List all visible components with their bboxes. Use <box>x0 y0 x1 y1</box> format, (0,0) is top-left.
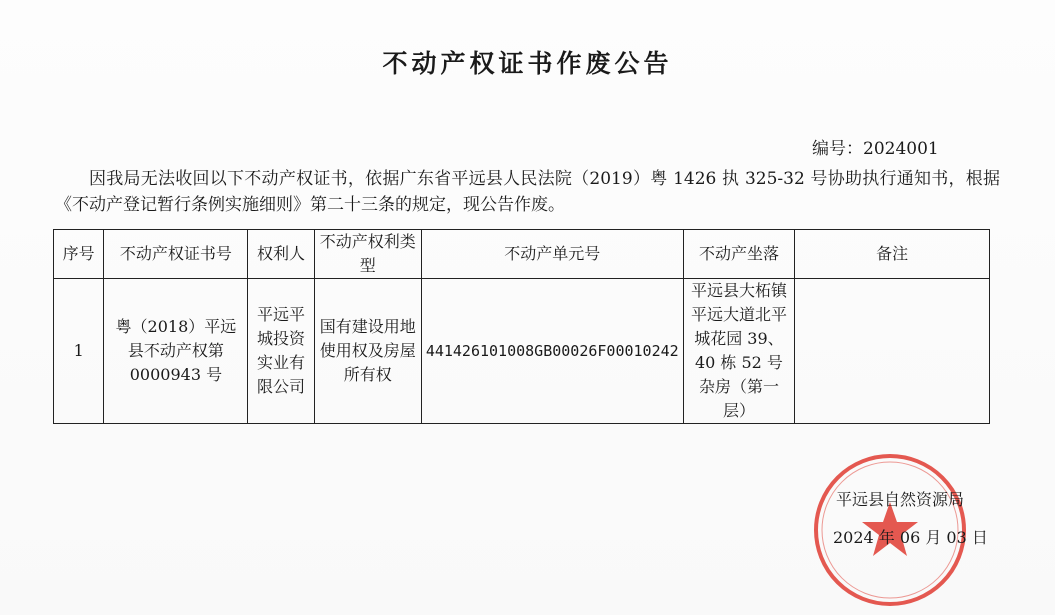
cell-cert-no: 粤（2018）平远县不动产权第0000943 号 <box>104 279 248 424</box>
header-remark: 备注 <box>795 230 990 279</box>
header-cert-no: 不动产权证书号 <box>104 230 248 279</box>
header-owner: 权利人 <box>248 230 314 279</box>
header-right-type: 不动产权利类型 <box>314 230 421 279</box>
notice-body-paragraph: 因我局无法收回以下不动产权证书，依据广东省平远县人民法院（2019）粤 1426 执 325-32 号协助执行通知书，根据《不动产登记暂行条例实施细则》第二十三条的规定，现公告作废。 <box>55 169 1000 215</box>
cell-seq: 1 <box>54 279 104 424</box>
header-location: 不动产坐落 <box>683 230 795 279</box>
table-header-row <box>54 230 990 279</box>
cell-remark <box>795 279 990 424</box>
document-title: 不动产权证书作废公告 <box>382 49 673 78</box>
cell-right-type: 国有建设用地使用权及房屋所有权 <box>314 279 421 424</box>
cell-unit-no: 441426101008GB00026F00010242 <box>421 279 683 424</box>
issue-date: 2024 年 06 月 03 日 <box>833 528 988 547</box>
header-seq: 序号 <box>54 230 104 279</box>
issuer-name: 平远县自然资源局 <box>836 490 965 509</box>
cell-owner: 平远平城投资实业有限公司 <box>248 279 314 424</box>
header-unit-no: 不动产单元号 <box>421 230 683 279</box>
document-number: 编号：2024001 <box>812 139 939 159</box>
certificate-table <box>53 229 990 424</box>
table-row <box>54 279 990 424</box>
cell-location: 平远县大柘镇平远大道北平城花园 39、40 栋 52 号杂房（第一层） <box>683 279 795 424</box>
